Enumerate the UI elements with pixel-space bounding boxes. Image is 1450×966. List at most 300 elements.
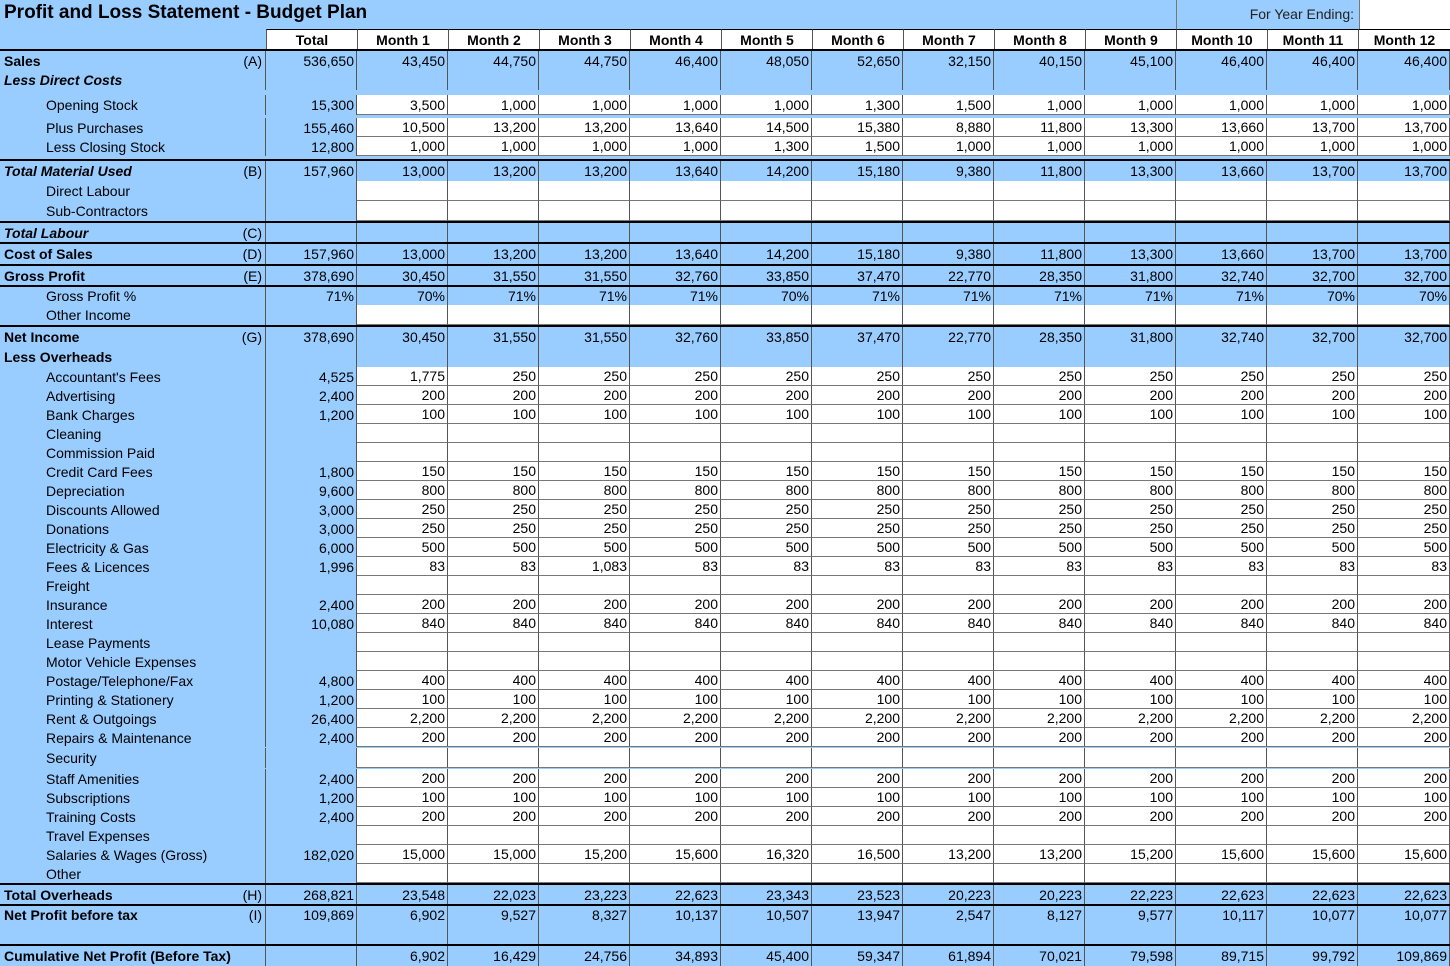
month-cell[interactable]: 150 [994,462,1085,481]
month-cell[interactable]: 15,000 [357,845,448,864]
month-cell[interactable] [539,652,630,671]
month-cell[interactable] [903,443,994,462]
month-cell[interactable]: 200 [539,595,630,614]
month-cell[interactable] [357,652,448,671]
month-cell[interactable]: 250 [448,500,539,519]
month-cell[interactable]: 200 [721,595,812,614]
month-cell[interactable]: 1,000 [903,137,994,156]
month-cell[interactable]: 200 [630,728,721,747]
month-cell[interactable] [1267,443,1358,462]
month-cell[interactable] [448,201,539,221]
month-cell[interactable]: 800 [1358,481,1450,500]
month-cell[interactable] [1176,826,1267,845]
total-cell[interactable]: 1,200 [266,690,357,709]
month-cell[interactable] [630,424,721,443]
month-cell[interactable]: 100 [539,690,630,709]
month-cell[interactable]: 100 [1085,788,1176,807]
month-cell[interactable]: 200 [1267,595,1358,614]
month-cell[interactable] [1358,576,1450,595]
month-cell[interactable]: 83 [903,557,994,576]
total-cell[interactable]: 6,000 [266,538,357,557]
month-cell[interactable] [1085,826,1176,845]
month-cell[interactable] [1085,748,1176,768]
month-cell[interactable]: 150 [812,462,903,481]
month-cell[interactable]: 250 [630,519,721,538]
month-cell[interactable]: 83 [357,557,448,576]
month-cell[interactable]: 250 [812,500,903,519]
month-cell[interactable]: 13,700 [1267,118,1358,137]
month-cell[interactable] [1176,305,1267,325]
month-cell[interactable]: 100 [448,405,539,424]
month-cell[interactable]: 15,600 [1358,845,1450,864]
month-cell[interactable]: 11,800 [994,118,1085,137]
month-cell[interactable] [448,443,539,462]
month-cell[interactable]: 200 [357,769,448,788]
month-cell[interactable]: 100 [903,690,994,709]
month-cell[interactable]: 83 [448,557,539,576]
total-cell[interactable]: 1,996 [266,557,357,576]
month-cell[interactable] [357,748,448,768]
month-cell[interactable]: 83 [1085,557,1176,576]
month-cell[interactable]: 200 [1176,807,1267,826]
month-cell[interactable]: 500 [721,538,812,557]
month-cell[interactable]: 200 [994,386,1085,405]
month-cell[interactable]: 200 [1358,728,1450,747]
month-cell[interactable] [721,424,812,443]
month-cell[interactable] [1176,201,1267,221]
month-cell[interactable] [1176,181,1267,201]
month-cell[interactable] [630,633,721,652]
month-cell[interactable]: 800 [903,481,994,500]
month-cell[interactable]: 840 [903,614,994,633]
month-cell[interactable]: 2,200 [357,709,448,728]
month-cell[interactable]: 200 [539,386,630,405]
month-cell[interactable] [812,181,903,201]
month-cell[interactable] [357,181,448,201]
month-cell[interactable] [1267,576,1358,595]
month-cell[interactable]: 840 [1085,614,1176,633]
month-cell[interactable] [357,424,448,443]
month-cell[interactable] [448,633,539,652]
month-cell[interactable]: 100 [357,405,448,424]
month-cell[interactable]: 100 [630,405,721,424]
month-cell[interactable]: 83 [721,557,812,576]
month-cell[interactable] [539,748,630,768]
month-cell[interactable]: 15,600 [630,845,721,864]
month-cell[interactable]: 400 [357,671,448,690]
month-cell[interactable] [539,633,630,652]
month-cell[interactable] [994,652,1085,671]
month-cell[interactable] [1358,633,1450,652]
month-cell[interactable]: 100 [903,788,994,807]
month-cell[interactable]: 250 [357,519,448,538]
month-cell[interactable]: 100 [812,788,903,807]
month-cell[interactable] [994,181,1085,201]
month-cell[interactable]: 100 [1267,788,1358,807]
month-cell[interactable]: 250 [903,500,994,519]
month-cell[interactable]: 400 [630,671,721,690]
month-cell[interactable]: 500 [1176,538,1267,557]
total-cell[interactable]: 12,800 [266,137,357,156]
month-cell[interactable] [448,576,539,595]
month-cell[interactable]: 1,000 [1176,137,1267,156]
month-cell[interactable]: 200 [539,807,630,826]
month-cell[interactable]: 83 [994,557,1085,576]
total-cell[interactable]: 2,400 [266,807,357,826]
month-cell[interactable]: 100 [994,788,1085,807]
month-cell[interactable]: 150 [721,462,812,481]
month-cell[interactable] [630,181,721,201]
month-cell[interactable] [721,652,812,671]
month-cell[interactable]: 200 [1085,386,1176,405]
month-cell[interactable]: 150 [1176,462,1267,481]
month-cell[interactable]: 250 [1267,500,1358,519]
month-cell[interactable]: 840 [630,614,721,633]
month-cell[interactable] [812,748,903,768]
month-cell[interactable] [539,305,630,325]
year-ending-input[interactable] [1359,0,1450,29]
month-cell[interactable]: 13,200 [539,118,630,137]
month-cell[interactable] [1176,748,1267,768]
month-cell[interactable]: 200 [812,386,903,405]
month-cell[interactable] [448,748,539,768]
month-cell[interactable]: 200 [903,728,994,747]
month-cell[interactable]: 250 [903,367,994,386]
month-cell[interactable]: 100 [812,405,903,424]
month-cell[interactable] [630,201,721,221]
month-cell[interactable]: 1,000 [630,95,721,115]
month-cell[interactable] [1085,633,1176,652]
month-cell[interactable]: 200 [721,728,812,747]
total-cell[interactable]: 1,200 [266,788,357,807]
month-cell[interactable]: 200 [630,595,721,614]
month-cell[interactable]: 840 [357,614,448,633]
month-cell[interactable]: 200 [812,728,903,747]
month-cell[interactable]: 100 [721,690,812,709]
month-cell[interactable] [1085,443,1176,462]
month-cell[interactable] [1085,181,1176,201]
month-cell[interactable]: 2,200 [539,709,630,728]
month-cell[interactable]: 1,000 [1085,137,1176,156]
month-cell[interactable]: 200 [1176,728,1267,747]
month-cell[interactable] [1176,424,1267,443]
month-cell[interactable] [1176,576,1267,595]
month-cell[interactable]: 1,000 [448,137,539,156]
month-cell[interactable]: 2,200 [903,709,994,728]
month-cell[interactable]: 400 [1358,671,1450,690]
total-cell[interactable] [266,181,357,201]
month-cell[interactable]: 1,000 [721,95,812,115]
month-cell[interactable]: 1,300 [721,137,812,156]
month-cell[interactable] [1176,864,1267,883]
total-cell[interactable]: 4,525 [266,367,357,386]
month-cell[interactable]: 2,200 [812,709,903,728]
month-cell[interactable]: 100 [721,405,812,424]
month-cell[interactable]: 200 [994,769,1085,788]
month-cell[interactable]: 200 [1358,386,1450,405]
month-cell[interactable] [994,424,1085,443]
month-cell[interactable] [994,443,1085,462]
month-cell[interactable]: 150 [357,462,448,481]
month-cell[interactable]: 1,000 [1358,137,1450,156]
month-cell[interactable] [1267,633,1358,652]
month-cell[interactable]: 15,200 [1085,845,1176,864]
month-cell[interactable]: 200 [357,386,448,405]
month-cell[interactable]: 840 [1267,614,1358,633]
total-cell[interactable] [266,652,357,671]
month-cell[interactable] [539,201,630,221]
month-cell[interactable]: 1,000 [1358,95,1450,115]
month-cell[interactable]: 840 [721,614,812,633]
month-cell[interactable]: 200 [448,728,539,747]
month-cell[interactable]: 200 [1267,728,1358,747]
month-cell[interactable]: 200 [1267,769,1358,788]
month-cell[interactable]: 2,200 [1085,709,1176,728]
month-cell[interactable]: 2,200 [1358,709,1450,728]
month-cell[interactable] [539,443,630,462]
month-cell[interactable]: 200 [1358,769,1450,788]
month-cell[interactable]: 100 [1085,690,1176,709]
month-cell[interactable]: 250 [721,519,812,538]
total-cell[interactable] [266,826,357,845]
month-cell[interactable]: 200 [1085,769,1176,788]
month-cell[interactable]: 15,380 [812,118,903,137]
total-cell[interactable]: 15,300 [266,95,357,115]
month-cell[interactable] [903,864,994,883]
month-cell[interactable]: 800 [357,481,448,500]
month-cell[interactable]: 150 [630,462,721,481]
month-cell[interactable]: 2,200 [994,709,1085,728]
month-cell[interactable]: 200 [1176,386,1267,405]
month-cell[interactable] [812,864,903,883]
month-cell[interactable]: 13,200 [448,118,539,137]
month-cell[interactable] [812,576,903,595]
month-cell[interactable] [630,576,721,595]
month-cell[interactable]: 400 [812,671,903,690]
month-cell[interactable] [1358,424,1450,443]
month-cell[interactable]: 13,300 [1085,118,1176,137]
month-cell[interactable] [994,826,1085,845]
month-cell[interactable] [448,864,539,883]
month-cell[interactable]: 200 [357,728,448,747]
month-cell[interactable]: 840 [994,614,1085,633]
month-cell[interactable] [1267,748,1358,768]
month-cell[interactable] [357,576,448,595]
month-cell[interactable]: 150 [539,462,630,481]
month-cell[interactable]: 200 [448,386,539,405]
month-cell[interactable]: 840 [448,614,539,633]
month-cell[interactable] [994,305,1085,325]
month-cell[interactable]: 100 [630,788,721,807]
month-cell[interactable] [539,424,630,443]
month-cell[interactable] [1267,305,1358,325]
month-cell[interactable] [721,181,812,201]
month-cell[interactable]: 100 [721,788,812,807]
month-cell[interactable] [994,633,1085,652]
month-cell[interactable] [1176,633,1267,652]
month-cell[interactable] [903,201,994,221]
month-cell[interactable]: 100 [630,690,721,709]
month-cell[interactable]: 100 [448,788,539,807]
month-cell[interactable] [539,576,630,595]
month-cell[interactable] [630,826,721,845]
month-cell[interactable]: 250 [630,367,721,386]
month-cell[interactable]: 500 [1085,538,1176,557]
month-cell[interactable]: 15,000 [448,845,539,864]
month-cell[interactable] [1085,305,1176,325]
month-cell[interactable] [1085,864,1176,883]
month-cell[interactable]: 100 [1267,405,1358,424]
month-cell[interactable] [357,826,448,845]
month-cell[interactable]: 150 [448,462,539,481]
month-cell[interactable]: 800 [812,481,903,500]
month-cell[interactable]: 150 [903,462,994,481]
total-cell[interactable]: 3,000 [266,500,357,519]
month-cell[interactable]: 100 [1358,788,1450,807]
total-cell[interactable]: 1,200 [266,405,357,424]
month-cell[interactable]: 10,500 [357,118,448,137]
month-cell[interactable]: 250 [1267,519,1358,538]
month-cell[interactable] [1358,864,1450,883]
month-cell[interactable]: 400 [448,671,539,690]
month-cell[interactable]: 250 [812,367,903,386]
month-cell[interactable]: 100 [994,690,1085,709]
month-cell[interactable] [1085,424,1176,443]
month-cell[interactable]: 250 [1085,519,1176,538]
month-cell[interactable] [1267,201,1358,221]
month-cell[interactable] [357,864,448,883]
total-cell[interactable]: 26,400 [266,709,357,728]
total-cell[interactable] [266,443,357,462]
month-cell[interactable] [721,443,812,462]
month-cell[interactable]: 100 [812,690,903,709]
month-cell[interactable]: 100 [1358,405,1450,424]
month-cell[interactable]: 250 [1358,519,1450,538]
month-cell[interactable]: 8,880 [903,118,994,137]
month-cell[interactable]: 2,200 [448,709,539,728]
month-cell[interactable] [1085,201,1176,221]
month-cell[interactable]: 100 [539,788,630,807]
month-cell[interactable]: 16,320 [721,845,812,864]
total-cell[interactable]: 3,000 [266,519,357,538]
month-cell[interactable]: 840 [1358,614,1450,633]
month-cell[interactable] [539,826,630,845]
month-cell[interactable]: 200 [630,769,721,788]
month-cell[interactable] [1267,826,1358,845]
total-cell[interactable] [266,424,357,443]
month-cell[interactable]: 200 [721,769,812,788]
month-cell[interactable] [539,181,630,201]
month-cell[interactable] [448,826,539,845]
month-cell[interactable] [357,201,448,221]
month-cell[interactable]: 83 [812,557,903,576]
month-cell[interactable]: 150 [1267,462,1358,481]
month-cell[interactable]: 100 [903,405,994,424]
month-cell[interactable]: 800 [448,481,539,500]
month-cell[interactable]: 200 [1176,769,1267,788]
month-cell[interactable]: 15,600 [1176,845,1267,864]
month-cell[interactable]: 1,000 [630,137,721,156]
month-cell[interactable]: 250 [994,367,1085,386]
month-cell[interactable]: 200 [1085,728,1176,747]
month-cell[interactable] [812,443,903,462]
month-cell[interactable]: 840 [539,614,630,633]
month-cell[interactable] [903,748,994,768]
month-cell[interactable]: 500 [1267,538,1358,557]
month-cell[interactable]: 3,500 [357,95,448,115]
month-cell[interactable] [1085,576,1176,595]
month-cell[interactable]: 200 [539,769,630,788]
month-cell[interactable]: 250 [539,367,630,386]
month-cell[interactable] [630,443,721,462]
month-cell[interactable]: 250 [1358,500,1450,519]
month-cell[interactable]: 1,000 [994,95,1085,115]
month-cell[interactable]: 400 [903,671,994,690]
month-cell[interactable]: 250 [721,500,812,519]
month-cell[interactable]: 1,000 [357,137,448,156]
month-cell[interactable]: 15,200 [539,845,630,864]
month-cell[interactable] [994,864,1085,883]
total-cell[interactable] [266,576,357,595]
month-cell[interactable]: 200 [812,807,903,826]
month-cell[interactable]: 500 [812,538,903,557]
month-cell[interactable]: 500 [448,538,539,557]
month-cell[interactable]: 1,000 [1176,95,1267,115]
month-cell[interactable]: 250 [1085,500,1176,519]
month-cell[interactable] [903,633,994,652]
month-cell[interactable]: 200 [903,769,994,788]
month-cell[interactable]: 800 [1085,481,1176,500]
month-cell[interactable]: 83 [1176,557,1267,576]
month-cell[interactable]: 1,300 [812,95,903,115]
month-cell[interactable]: 200 [448,595,539,614]
month-cell[interactable]: 1,775 [357,367,448,386]
month-cell[interactable]: 200 [1176,595,1267,614]
month-cell[interactable]: 400 [721,671,812,690]
month-cell[interactable] [1176,652,1267,671]
month-cell[interactable] [1358,652,1450,671]
month-cell[interactable]: 250 [1267,367,1358,386]
month-cell[interactable]: 13,200 [903,845,994,864]
month-cell[interactable]: 2,200 [1176,709,1267,728]
month-cell[interactable]: 250 [1176,500,1267,519]
month-cell[interactable] [903,652,994,671]
month-cell[interactable]: 200 [1267,386,1358,405]
month-cell[interactable]: 200 [994,595,1085,614]
month-cell[interactable] [630,305,721,325]
month-cell[interactable]: 1,000 [1267,137,1358,156]
total-cell[interactable] [266,305,357,325]
month-cell[interactable]: 250 [1176,519,1267,538]
month-cell[interactable]: 250 [1085,367,1176,386]
total-cell[interactable] [266,201,357,221]
month-cell[interactable] [903,181,994,201]
month-cell[interactable]: 100 [1176,788,1267,807]
month-cell[interactable]: 200 [1085,807,1176,826]
month-cell[interactable] [812,633,903,652]
month-cell[interactable]: 800 [630,481,721,500]
month-cell[interactable] [357,633,448,652]
month-cell[interactable] [903,576,994,595]
month-cell[interactable]: 100 [1267,690,1358,709]
month-cell[interactable]: 14,500 [721,118,812,137]
month-cell[interactable] [994,201,1085,221]
month-cell[interactable] [539,864,630,883]
month-cell[interactable] [1267,181,1358,201]
month-cell[interactable]: 250 [630,500,721,519]
month-cell[interactable] [1267,864,1358,883]
month-cell[interactable] [1358,201,1450,221]
